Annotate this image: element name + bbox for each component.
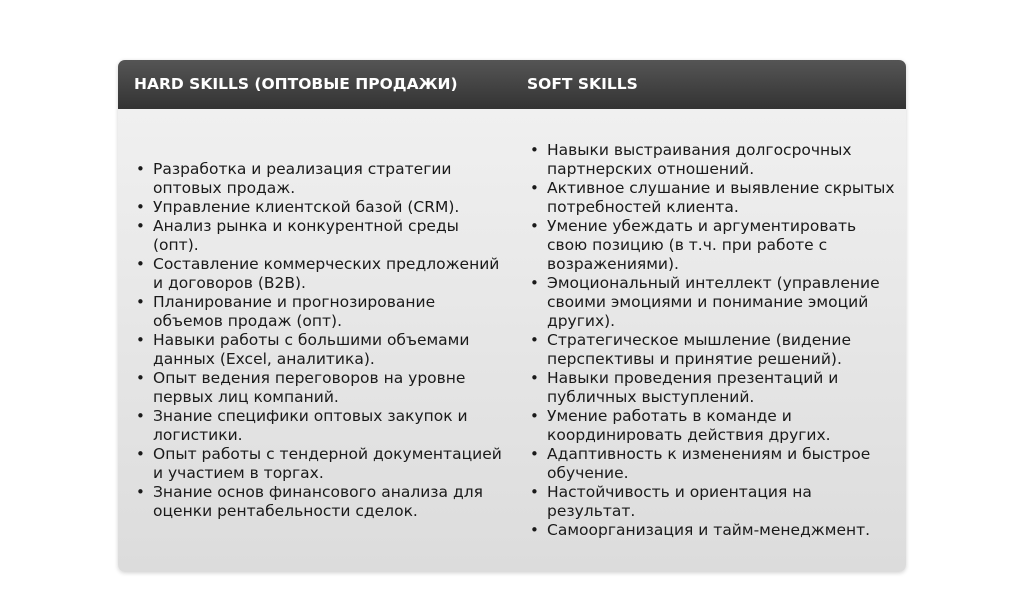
bullet-icon: •: [530, 369, 539, 387]
list-item-text: Опыт работы с тендерной документацией и участием в торгах.: [153, 445, 502, 482]
list-item: [134, 217, 506, 255]
bullet-icon: •: [136, 483, 145, 501]
list-item-text: Активное слушание и выявление скрытых потребностей клиента.: [547, 179, 895, 216]
list-item-text: Навыки работы с большими объемами данных (Excel, аналитика).: [153, 331, 470, 368]
bullet-icon: •: [530, 483, 539, 501]
list-item: [528, 141, 898, 179]
bullet-icon: •: [136, 217, 145, 235]
bullet-icon: •: [136, 160, 145, 178]
list-item: [134, 483, 506, 521]
bullet-icon: •: [136, 293, 145, 311]
list-item-text: Составление коммерческих предложений и договоров (B2B).: [153, 255, 500, 292]
list-item: [528, 217, 898, 274]
list-item: [528, 445, 898, 483]
list-item: [528, 369, 898, 407]
bullet-icon: •: [530, 274, 539, 292]
table-header: [118, 60, 906, 109]
list-item-text: Анализ рынка и конкурентной среды (опт).: [153, 217, 459, 254]
soft-skills-header: SOFT SKILLS: [527, 75, 638, 93]
list-item: [134, 293, 506, 331]
list-item: [134, 369, 506, 407]
hard-skills-list: [134, 160, 506, 521]
list-item-text: Знание специфики оптовых закупок и логистики.: [153, 407, 468, 444]
list-item: [134, 198, 506, 217]
list-item-text: Настойчивость и ориентация на результат.: [547, 483, 812, 520]
list-item-text: Эмоциональный интеллект (управление своими эмоциями и понимание эмоций других).: [547, 274, 880, 330]
bullet-icon: •: [530, 331, 539, 349]
list-item-text: Опыт ведения переговоров на уровне первых лиц компаний.: [153, 369, 466, 406]
bullet-icon: •: [530, 141, 539, 159]
bullet-icon: •: [530, 179, 539, 197]
list-item-text: Стратегическое мышление (видение перспективы и принятие решений).: [547, 331, 851, 368]
bullet-icon: •: [530, 407, 539, 425]
list-item-text: Управление клиентской базой (CRM).: [153, 198, 460, 216]
list-item: [528, 521, 898, 540]
list-item: [528, 483, 898, 521]
hard-skills-header: HARD SKILLS (ОПТОВЫЕ ПРОДАЖИ): [134, 75, 458, 93]
bullet-icon: •: [530, 217, 539, 235]
list-item-text: Умение убеждать и аргументировать свою позицию (в т.ч. при работе с возражениями).: [547, 217, 857, 273]
list-item-text: Разработка и реализация стратегии оптовых продаж.: [153, 160, 452, 197]
bullet-icon: •: [136, 198, 145, 216]
list-item: [134, 445, 506, 483]
list-item: [134, 331, 506, 369]
list-item: [528, 331, 898, 369]
bullet-icon: •: [530, 445, 539, 463]
list-item: [528, 407, 898, 445]
list-item-text: Адаптивность к изменениям и быстрое обучение.: [547, 445, 871, 482]
bullet-icon: •: [136, 445, 145, 463]
list-item-text: Умение работать в команде и координировать действия других.: [547, 407, 831, 444]
list-item: [134, 407, 506, 445]
bullet-icon: •: [136, 255, 145, 273]
list-item: [528, 179, 898, 217]
bullet-icon: •: [136, 407, 145, 425]
list-item-text: Навыки проведения презентаций и публичных выступлений.: [547, 369, 839, 406]
list-item: [134, 160, 506, 198]
list-item-text: Самоорганизация и тайм-менеджмент.: [547, 521, 871, 539]
list-item-text: Планирование и прогнозирование объемов продаж (опт).: [153, 293, 436, 330]
list-item: [134, 255, 506, 293]
list-item-text: Знание основ финансового анализа для оценки рентабельности сделок.: [153, 483, 483, 520]
soft-skills-list: [528, 141, 898, 540]
skills-table: [118, 60, 906, 572]
bullet-icon: •: [136, 369, 145, 387]
list-item: [528, 274, 898, 331]
bullet-icon: •: [136, 331, 145, 349]
bullet-icon: •: [530, 521, 539, 539]
list-item-text: Навыки выстраивания долгосрочных партнерских отношений.: [547, 141, 852, 178]
